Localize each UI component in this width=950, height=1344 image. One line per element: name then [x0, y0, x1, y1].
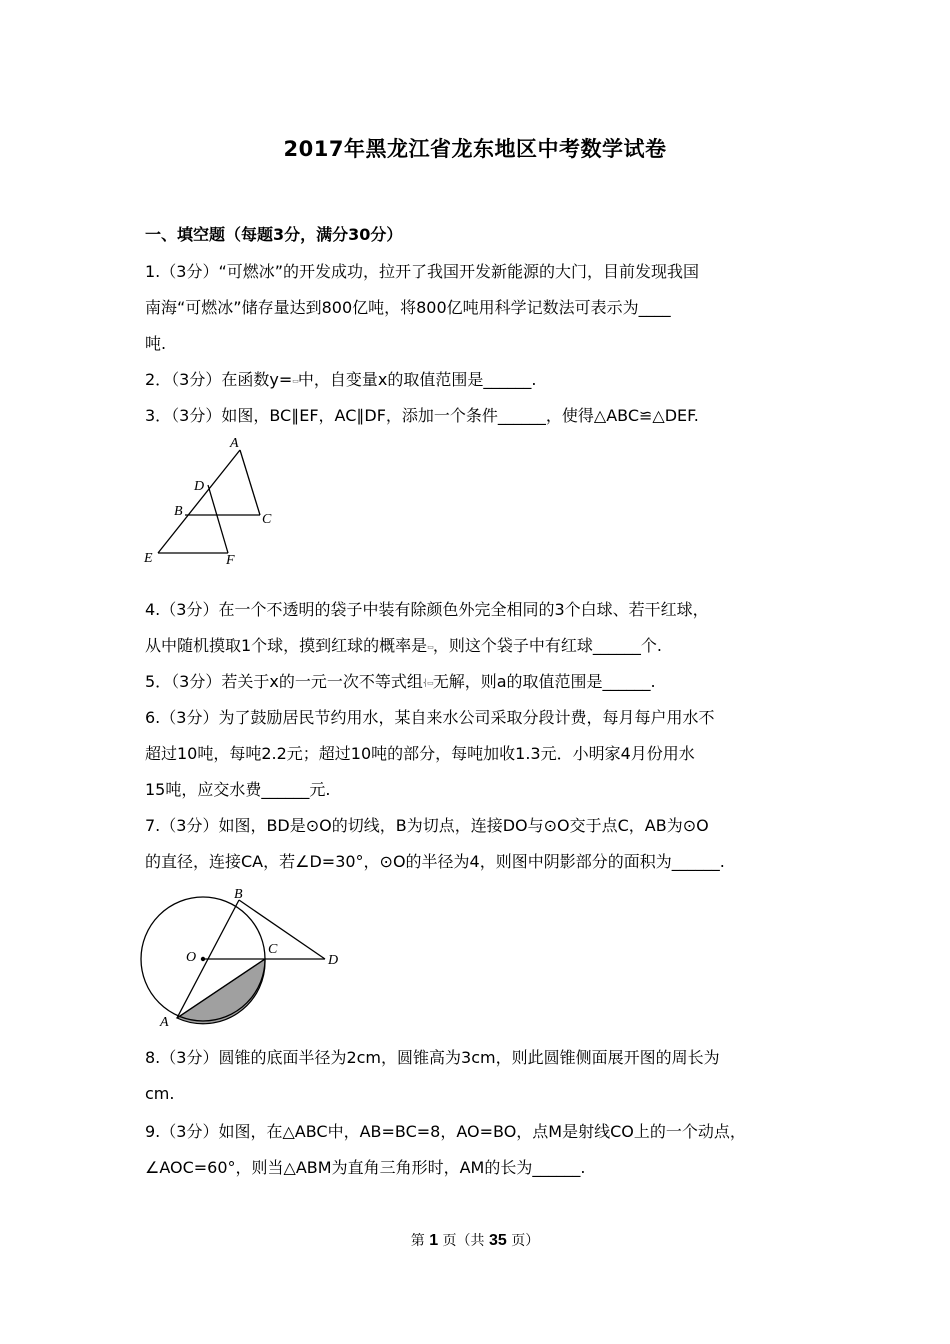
center-point	[201, 957, 205, 961]
label-C: C	[262, 512, 272, 527]
question-8-line-1: 8.（3分）圆锥的底面半径为2cm，圆锥高为3cm，则此圆锥侧面展开图的周长为	[145, 1048, 720, 1067]
question-2-post: 中，自变量x的取值范围是______.	[297, 370, 537, 389]
question-5-pre: 5．（3分）若关于x的一元一次不等式组	[145, 672, 423, 691]
footer-page-number: 1	[429, 1232, 439, 1249]
footer-total-pages: 35	[489, 1232, 507, 1249]
question-6-line-1: 6.（3分）为了鼓励居民节约用水，某自来水公司采取分段计费，每月每户用水不	[145, 708, 715, 727]
label-D: D	[194, 479, 205, 494]
question-4-post: ，则这个袋子中有红球______个.	[432, 636, 662, 655]
page-footer	[0, 1230, 950, 1250]
question-1-line-1: 1.（3分）“可燃冰”的开发成功，拉开了我国开发新能源的大门，目前发现我国	[145, 262, 700, 281]
question-6-line-2: 超过10吨，每吨2.2元；超过10吨的部分，每吨加收1.3元．小明家4月份用水	[145, 744, 695, 763]
label-O: O	[186, 950, 197, 965]
question-2	[145, 370, 536, 391]
question-7-line-2: 的直径，连接CA，若∠D=30°，⊙O的半径为4，则图中阴影部分的面积为______.	[145, 852, 725, 871]
label-C: C	[268, 942, 278, 957]
question-4-line-1: 4.（3分）在一个不透明的袋子中装有除颜色外完全相同的3个白球、若干红球，	[145, 600, 709, 619]
shaded-region	[177, 959, 265, 1024]
segment-DF	[208, 485, 228, 553]
label-B: B	[234, 887, 243, 902]
label-B: B	[174, 504, 183, 519]
segment-AE	[158, 450, 240, 553]
question-9-line-2: ∠AOC=60°，则当△ABM为直角三角形时，AM的长为______.	[145, 1158, 586, 1177]
question-4-line-2	[145, 636, 662, 657]
footer-mid: 页（共	[442, 1233, 485, 1249]
footer-pre: 第	[410, 1233, 425, 1249]
question-9-line-1: 9.（3分）如图，在△ABC中，AB=BC=8，AO=BO，点M是射线CO上的一个动点，	[145, 1122, 746, 1141]
question-2-pre: 2．（3分）在函数y=	[145, 370, 293, 389]
question-1-line-3: 吨.	[145, 334, 167, 353]
label-D: D	[328, 953, 339, 968]
section-heading: 一、填空题（每题3分，满分30分）	[145, 225, 403, 244]
question-8-line-2: cm.	[145, 1084, 175, 1103]
fraction-icon: ▭	[427, 642, 433, 651]
footer-post: 页）	[511, 1233, 540, 1249]
figure-triangles	[140, 435, 280, 570]
figure-circle	[140, 882, 360, 1032]
question-6-line-3: 15吨，应交水费______元.	[145, 780, 331, 799]
page-title: 2017年黑龙江省龙东地区中考数学试卷	[283, 137, 667, 161]
label-F: F	[226, 553, 235, 568]
question-3: 3．（3分）如图，BC∥EF，AC∥DF，添加一个条件______，使得△ABC≌△DEF.	[145, 406, 699, 425]
label-A: A	[230, 436, 239, 451]
label-E: E	[144, 551, 153, 566]
question-5	[145, 672, 656, 693]
fraction-icon: ▭	[292, 376, 298, 385]
inequality-system-icon: ⎨▭	[422, 678, 433, 687]
question-5-post: 无解，则a的取值范围是______.	[432, 672, 656, 691]
segment-AC	[240, 450, 260, 515]
question-7-line-1: 7.（3分）如图，BD是⊙O的切线，B为切点，连接DO与⊙O交于点C，AB为⊙O	[145, 816, 709, 835]
question-4-pre: 从中随机摸取1个球，摸到红球的概率是	[145, 636, 428, 655]
label-A: A	[160, 1015, 169, 1030]
segment-BD	[239, 900, 325, 959]
question-1-line-2: 南海“可燃冰”储存量达到800亿吨，将800亿吨用科学记数法可表示为____	[145, 298, 671, 317]
